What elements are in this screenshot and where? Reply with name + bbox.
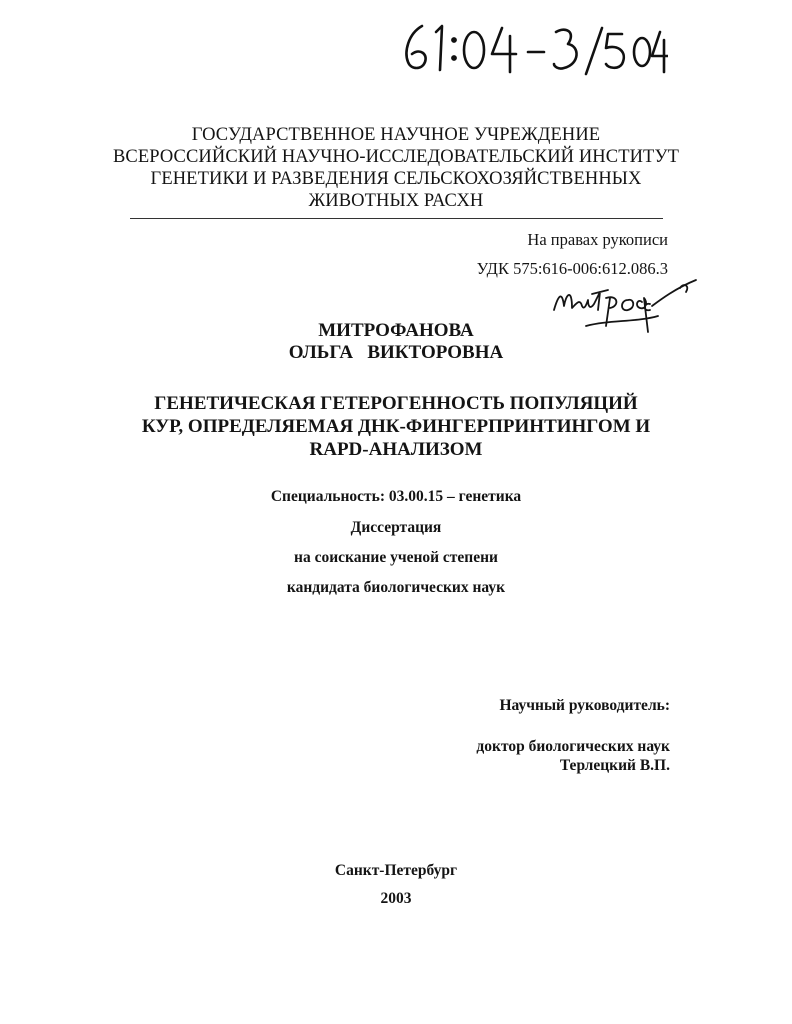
supervisor-name: Терлецкий В.П. <box>559 757 670 774</box>
title-line: КУР, ОПРЕДЕЛЯЕМАЯ ДНК-ФИНГЕРПРИНТИНГОМ И <box>141 416 651 437</box>
udc-code: УДК 575:616-006:612.086.3 <box>476 259 668 278</box>
city: Санкт-Петербург <box>334 862 458 879</box>
degree-line-1: на соискание ученой степени <box>294 549 498 566</box>
degree-line-2: кандидата биологических наук <box>286 579 506 596</box>
institution-line: ГОСУДАРСТВЕННОЕ НАУЧНОЕ УЧРЕЖДЕНИЕ <box>191 125 601 145</box>
title-line: RAPD-АНАЛИЗОМ <box>309 439 483 460</box>
supervisor-label: Научный руководитель: <box>499 697 670 714</box>
title-line: ГЕНЕТИЧЕСКАЯ ГЕТЕРОГЕННОСТЬ ПОПУЛЯЦИЙ <box>154 393 638 414</box>
year: 2003 <box>380 890 412 907</box>
dissertation-title <box>96 392 696 461</box>
author-name <box>96 320 696 364</box>
author-given-names: ОЛЬГА ВИКТОРОВНА <box>288 342 504 363</box>
specialty: Специальность: 03.00.15 – генетика <box>270 488 522 505</box>
supervisor-title: доктор биологических наук <box>476 738 670 755</box>
institution-header <box>96 124 696 212</box>
document-type: Диссертация <box>350 519 442 536</box>
archive-code-handwriting <box>398 18 668 78</box>
institution-line: ВСЕРОССИЙСКИЙ НАУЧНО-ИССЛЕДОВАТЕЛЬСКИЙ ИНСТИТУТ <box>112 147 680 167</box>
author-surname: МИТРОФАНОВА <box>318 320 474 341</box>
institution-line: ГЕНЕТИКИ И РАЗВЕДЕНИЯ СЕЛЬСКОХОЗЯЙСТВЕННЫХ <box>150 169 642 189</box>
manuscript-note: На правах рукописи <box>527 230 668 249</box>
header-divider <box>130 218 663 219</box>
institution-line: ЖИВОТНЫХ РАСХН <box>308 191 484 211</box>
